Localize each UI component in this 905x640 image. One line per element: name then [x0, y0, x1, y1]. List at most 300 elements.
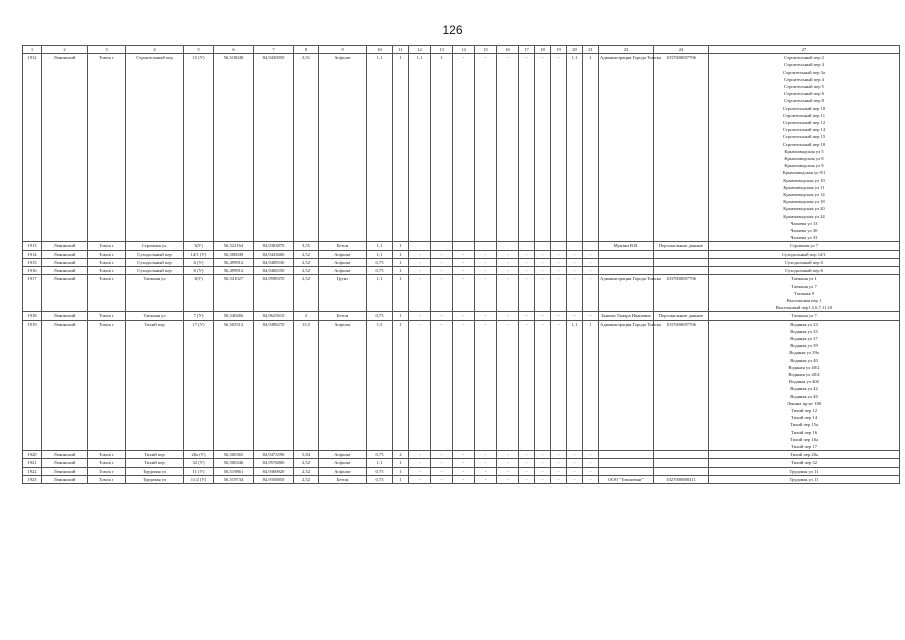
column-number-18: 18	[535, 46, 551, 54]
latitude-cell: 56,505512	[214, 320, 254, 451]
col-11-cell: 0,75	[367, 258, 393, 266]
col-18-cell: -	[519, 312, 535, 320]
address-line: Тихий пер 32	[790, 460, 818, 466]
col-14-cell	[431, 242, 453, 250]
address-line: Чапаева ул 33	[790, 235, 818, 241]
col-18-cell: -	[519, 275, 535, 312]
col-17-cell: -	[497, 451, 519, 459]
address-line: Водяная ул 39	[790, 343, 818, 349]
col-21-cell: -	[567, 312, 583, 320]
col-20-cell: -	[583, 267, 599, 275]
address-line: Водяная ул 40/4	[788, 371, 820, 377]
col-13-cell: -	[409, 451, 431, 459]
col-18-cell: -	[519, 320, 535, 451]
address-line: Водяная ул 37	[790, 335, 818, 341]
area-cell: 2,52	[294, 275, 319, 312]
col-21-cell: -	[567, 467, 583, 475]
col-15-cell: -	[453, 258, 475, 266]
address-line: Крымзаводская ул 20	[783, 206, 825, 212]
col-17-cell: -	[497, 275, 519, 312]
column-number-20: 20	[567, 46, 583, 54]
address-line: Строительный пер 2	[784, 55, 824, 61]
col-20-cell: -	[551, 459, 567, 467]
longitude-cell: 84,9576800	[254, 459, 294, 467]
col-20-cell: -	[551, 312, 567, 320]
owner-cell	[599, 459, 654, 467]
address-line: Выселковый пер1,5,6,7,11,10	[775, 305, 833, 311]
longitude-cell: 84,9443600	[254, 250, 294, 258]
col-20-cell: -	[551, 54, 567, 242]
latitude-cell: 56,519734	[214, 475, 254, 483]
address-line: Крымзаводская ул 8	[784, 156, 824, 162]
col-16-cell: -	[475, 459, 497, 467]
address-line: Тихий пер 16а	[789, 436, 819, 442]
street-cell: Тихий пер	[126, 320, 184, 451]
col-17-cell: -	[497, 54, 519, 242]
address-line: Строительный пер 18	[782, 141, 826, 147]
house-number-cell: 6 (У)	[184, 267, 214, 275]
address-line: Крымзаводская ул 24	[783, 213, 825, 219]
latitude-cell: 56,506346	[214, 459, 254, 467]
address-line: Строительный пер 5	[784, 84, 824, 90]
street-cell: Трудовая ул	[126, 475, 184, 483]
table-row	[23, 275, 900, 312]
ogrn-cell	[654, 258, 709, 266]
street-cell: Таежная ул	[126, 275, 184, 312]
col-11-cell: 0,75	[367, 451, 393, 459]
served-addresses-cell	[709, 267, 900, 275]
longitude-cell: 84,9408530	[254, 258, 294, 266]
col-19-cell	[535, 242, 551, 250]
city-cell: Томск г	[88, 467, 126, 475]
col-12-cell: 1	[393, 475, 409, 483]
street-cell: Стромная ул.	[126, 242, 184, 250]
col-20-cell	[583, 242, 599, 250]
owner-cell	[599, 451, 654, 459]
address-line: Крымзаводская ул 11	[783, 184, 825, 190]
col-21-cell: 1,1	[567, 320, 583, 451]
col-11-cell: 1,1	[367, 242, 393, 250]
col-14-cell: -	[431, 475, 453, 483]
house-number-cell: 32 (У)	[184, 459, 214, 467]
col-17-cell: -	[497, 467, 519, 475]
address-line: Суходольный пер 14/1	[782, 251, 826, 257]
col-19-cell: -	[535, 459, 551, 467]
address-line: Строительный пер 3а	[783, 69, 825, 75]
area-cell: 2,52	[294, 267, 319, 275]
ogrn-cell	[654, 267, 709, 275]
area-cell: 2,52	[294, 258, 319, 266]
served-addresses-cell	[709, 320, 900, 451]
col-20-cell: -	[583, 467, 599, 475]
col-13-cell: -	[409, 459, 431, 467]
col-21-cell: -	[567, 451, 583, 459]
col-14-cell: -	[431, 250, 453, 258]
address-line: Крымзаводская ул 9	[784, 163, 824, 169]
served-addresses-cell	[709, 467, 900, 475]
row-number-cell: 1918	[23, 312, 42, 320]
city-cell: Томск г	[88, 242, 126, 250]
address-line: Водяная ул 35	[790, 328, 818, 334]
district-cell: Ленинский	[42, 459, 88, 467]
address-line: Ленина пр-кт 180	[786, 400, 822, 406]
col-20-cell: -	[551, 250, 567, 258]
street-cell: Суходольный пер	[126, 267, 184, 275]
owner-cell: Администрация Города Томска	[599, 275, 654, 312]
column-number-17: 17	[519, 46, 535, 54]
ogrn-cell: Персональные данные	[654, 312, 709, 320]
col-13-cell	[409, 242, 431, 250]
address-line: Водяная ул 46	[790, 393, 818, 399]
street-cell: Суходольный пер	[126, 250, 184, 258]
table-row	[23, 320, 900, 451]
col-12-cell: 1	[393, 320, 409, 451]
column-number-14: 14	[453, 46, 475, 54]
district-cell: Ленинский	[42, 451, 88, 459]
col-17-cell: -	[497, 258, 519, 266]
surface-type-cell: Бетон	[319, 242, 367, 250]
col-11-cell: 0,75	[367, 267, 393, 275]
col-20-cell: -	[583, 312, 599, 320]
row-number-cell: 1922	[23, 467, 42, 475]
row-number-cell: 1914	[23, 250, 42, 258]
district-cell: Ленинский	[42, 267, 88, 275]
address-line: Тихий пер 20а	[789, 452, 819, 458]
table-row	[23, 475, 900, 483]
col-14-cell: -	[431, 451, 453, 459]
served-addresses-cell	[709, 312, 900, 320]
col-11-cell: 1,1	[367, 54, 393, 242]
area-cell: 3,51	[294, 54, 319, 242]
district-cell: Ленинский	[42, 467, 88, 475]
col-20-cell: -	[551, 267, 567, 275]
col-13-cell: -	[409, 312, 431, 320]
address-line: Строительный пер 15	[782, 134, 826, 140]
address-line: Строительный пер 6	[784, 91, 824, 97]
house-number-cell: 3(У)	[184, 242, 214, 250]
table-row	[23, 267, 900, 275]
col-18-cell: -	[519, 451, 535, 459]
col-14-cell: -	[431, 312, 453, 320]
col-17-cell	[497, 242, 519, 250]
district-cell: Ленинский	[42, 54, 88, 242]
owner-cell	[599, 250, 654, 258]
street-cell: Строительный пер	[126, 54, 184, 242]
column-number-21: 21	[583, 46, 599, 54]
longitude-cell: 84,9406550	[254, 267, 294, 275]
table-row	[23, 250, 900, 258]
col-16-cell: -	[475, 451, 497, 459]
col-13-cell: 1,1	[409, 54, 431, 242]
address-line: Выселковая пер 1	[786, 297, 822, 303]
city-cell: Томск г	[88, 475, 126, 483]
house-number-cell: 11 (У)	[184, 467, 214, 475]
column-number-12: 12	[409, 46, 431, 54]
area-cell: 15,5	[294, 320, 319, 451]
surface-type-cell: Асфальт	[319, 267, 367, 275]
owner-cell: Администрация Города Томска	[599, 320, 654, 451]
col-21-cell: -	[567, 267, 583, 275]
address-line: Строительный пер 4	[784, 62, 824, 68]
house-number-cell: 20а (У)	[184, 451, 214, 459]
address-line: Тихий пер 17	[790, 443, 818, 449]
served-addresses-cell	[709, 250, 900, 258]
col-14-cell: -	[431, 267, 453, 275]
col-19-cell: -	[535, 267, 551, 275]
address-line: Водяная ул 39а	[789, 350, 819, 356]
col-16-cell: -	[475, 275, 497, 312]
area-cell: 3,55	[294, 242, 319, 250]
longitude-cell: 84,9358850	[254, 475, 294, 483]
row-number-cell: 1917	[23, 275, 42, 312]
owner-cell	[599, 467, 654, 475]
longitude-cell: 84,9498270	[254, 320, 294, 451]
col-16-cell	[475, 242, 497, 250]
col-19-cell: -	[535, 275, 551, 312]
row-number-cell: 1919	[23, 320, 42, 451]
city-cell: Томск г	[88, 320, 126, 451]
col-18-cell: -	[519, 267, 535, 275]
address-line: Таежная 9	[794, 290, 814, 296]
col-11-cell: 1,5	[367, 320, 393, 451]
table-body	[23, 54, 900, 484]
district-cell: Ленинский	[42, 320, 88, 451]
surface-type-cell: Асфальт	[319, 54, 367, 242]
surface-type-cell: Асфальт	[319, 451, 367, 459]
row-number-cell: 1913	[23, 242, 42, 250]
col-20-cell: -	[583, 459, 599, 467]
owner-cell	[599, 258, 654, 266]
col-16-cell: -	[475, 312, 497, 320]
col-21-cell: -	[567, 275, 583, 312]
col-18-cell: -	[519, 475, 535, 483]
served-addresses-cell	[709, 459, 900, 467]
column-number-1: 1	[23, 46, 42, 54]
col-19-cell: -	[535, 451, 551, 459]
address-line: Таежная ул 7	[791, 283, 817, 289]
col-16-cell: -	[475, 250, 497, 258]
latitude-cell: 56,519861	[214, 467, 254, 475]
city-cell: Томск г	[88, 312, 126, 320]
served-addresses-cell	[709, 258, 900, 266]
col-17-cell: -	[497, 250, 519, 258]
col-14-cell: -	[431, 320, 453, 451]
page-number: 126	[442, 23, 463, 37]
address-line: Строительный пер 12	[782, 120, 826, 126]
served-addresses-cell	[709, 54, 900, 242]
col-13-cell: -	[409, 267, 431, 275]
col-15-cell: -	[453, 312, 475, 320]
served-addresses-cell	[709, 475, 900, 483]
area-cell: 2,52	[294, 475, 319, 483]
col-21-cell	[567, 242, 583, 250]
col-17-cell: -	[497, 475, 519, 483]
col-12-cell: 1	[393, 258, 409, 266]
area-cell: 5,84	[294, 451, 319, 459]
latitude-cell: 56,499912	[214, 267, 254, 275]
column-number-24: 24	[654, 46, 709, 54]
latitude-cell: 56,540266	[214, 312, 254, 320]
address-line: Суходольный пер 6	[785, 268, 823, 274]
col-12-cell: 1	[393, 242, 409, 250]
district-cell: Ленинский	[42, 475, 88, 483]
column-number-8: 8	[294, 46, 319, 54]
col-12-cell: 2	[393, 451, 409, 459]
house-number-cell: 14/1 (У)	[184, 250, 214, 258]
row-number-cell: 1920	[23, 451, 42, 459]
col-20-cell: -	[551, 451, 567, 459]
street-cell: Трудовая ул	[126, 467, 184, 475]
col-21-cell: -	[567, 250, 583, 258]
col-17-cell: -	[497, 320, 519, 451]
col-20-cell: -	[583, 475, 599, 483]
latitude-cell: 56,518048	[214, 54, 254, 242]
column-number-6: 6	[214, 46, 254, 54]
col-11-cell: 1,1	[367, 250, 393, 258]
district-cell: Ленинский	[42, 250, 88, 258]
registry-table	[22, 45, 900, 484]
col-16-cell: -	[475, 467, 497, 475]
col-12-cell: 1	[393, 275, 409, 312]
address-line: Строительный пер 14	[782, 127, 826, 133]
col-17-cell: -	[497, 312, 519, 320]
street-cell: Таежная ул	[126, 312, 184, 320]
surface-type-cell: Бетон	[319, 312, 367, 320]
col-21-cell: -	[567, 459, 583, 467]
address-line: Водяная ул 33	[790, 321, 818, 327]
col-19-cell: -	[535, 250, 551, 258]
ogrn-cell: 1037000087706	[654, 275, 709, 312]
col-15-cell: -	[453, 320, 475, 451]
surface-type-cell: Асфальт	[319, 459, 367, 467]
col-18-cell: -	[519, 54, 535, 242]
city-cell: Томск г	[88, 250, 126, 258]
address-line: Строительный пер 11	[782, 112, 826, 118]
col-20-cell: -	[551, 275, 567, 312]
col-21-cell: -	[567, 258, 583, 266]
col-11-cell: 0,75	[367, 312, 393, 320]
col-12-cell: 1	[393, 54, 409, 242]
col-20-cell: -	[583, 250, 599, 258]
col-19-cell: -	[535, 475, 551, 483]
ogrn-cell: Персональные данные	[654, 242, 709, 250]
column-number-5: 5	[184, 46, 214, 54]
col-17-cell: -	[497, 459, 519, 467]
col-20-cell: -	[551, 475, 567, 483]
house-number-cell: 6 (У)	[184, 258, 214, 266]
area-cell: 2,52	[294, 250, 319, 258]
address-line: Тихий пер 14	[790, 415, 818, 421]
col-19-cell: -	[535, 312, 551, 320]
col-18-cell: -	[519, 258, 535, 266]
col-14-cell: -	[431, 258, 453, 266]
street-cell: Суходольный пер	[126, 258, 184, 266]
table-row	[23, 451, 900, 459]
table-row	[23, 467, 900, 475]
column-number-13: 13	[431, 46, 453, 54]
col-17-cell: -	[497, 267, 519, 275]
surface-type-cell: Грунт	[319, 275, 367, 312]
surface-type-cell: Асфальт	[319, 250, 367, 258]
col-15-cell: -	[453, 250, 475, 258]
col-15-cell: -	[453, 475, 475, 483]
col-18-cell	[519, 242, 535, 250]
city-cell: Томск г	[88, 275, 126, 312]
col-11-cell: 0,75	[367, 467, 393, 475]
street-cell: Тихий пер	[126, 459, 184, 467]
address-line: Водяная ул 40б	[789, 379, 819, 385]
col-19-cell: -	[535, 320, 551, 451]
address-line: Строительный пер 8	[784, 98, 824, 104]
col-18-cell: -	[519, 459, 535, 467]
col-15-cell: -	[453, 54, 475, 242]
ogrn-cell	[654, 467, 709, 475]
col-20-cell: 1	[583, 320, 599, 451]
address-line: Таежная ул 1	[791, 276, 817, 282]
col-16-cell: -	[475, 320, 497, 451]
col-19-cell: -	[535, 54, 551, 242]
address-line: Крымзаводская ул 10	[783, 177, 825, 183]
address-line: Строительный пер 4	[784, 76, 824, 82]
col-13-cell: -	[409, 275, 431, 312]
row-number-cell: 1915	[23, 258, 42, 266]
column-number-15: 15	[475, 46, 497, 54]
row-number-cell: 1912	[23, 54, 42, 242]
col-12-cell: 1	[393, 459, 409, 467]
latitude-cell: 56,541027	[214, 275, 254, 312]
address-line: Крымзаводская ул 18	[783, 199, 825, 205]
address-line: Таежная ул 7	[791, 313, 817, 319]
col-14-cell: -	[431, 459, 453, 467]
owner-cell	[599, 267, 654, 275]
city-cell: Томск г	[88, 459, 126, 467]
col-12-cell: 1	[393, 467, 409, 475]
address-line: Чапаева ул 30	[790, 228, 818, 234]
col-14-cell: -	[431, 275, 453, 312]
ogrn-cell	[654, 250, 709, 258]
city-cell: Томск г	[88, 267, 126, 275]
col-16-cell: -	[475, 475, 497, 483]
col-20-cell: -	[551, 467, 567, 475]
col-18-cell: -	[519, 250, 535, 258]
col-20-cell: -	[583, 451, 599, 459]
address-line: Суходольный пер 6	[785, 259, 823, 265]
col-16-cell: -	[475, 258, 497, 266]
address-line: Водяная ул 40	[790, 357, 818, 363]
ogrn-cell	[654, 451, 709, 459]
served-addresses-cell	[709, 242, 900, 250]
col-11-cell: 1,1	[367, 459, 393, 467]
house-number-cell: 17 (У)	[184, 320, 214, 451]
address-line: Крымзаводская ул 9/1	[782, 170, 826, 176]
column-number-7: 7	[254, 46, 294, 54]
address-line: Тихий пер 12	[790, 407, 818, 413]
col-20-cell: -	[551, 320, 567, 451]
col-20-cell: -	[583, 258, 599, 266]
address-line: Трудовая ул 11	[789, 476, 819, 482]
column-number-27: 27	[709, 46, 900, 54]
city-cell: Томск г	[88, 54, 126, 242]
col-16-cell: -	[475, 54, 497, 242]
col-15-cell	[453, 242, 475, 250]
house-number-cell: 11/2 (У)	[184, 475, 214, 483]
served-addresses-cell	[709, 451, 900, 459]
column-number-4: 4	[126, 46, 184, 54]
latitude-cell: 56,500049	[214, 250, 254, 258]
district-cell: Ленинский	[42, 275, 88, 312]
surface-type-cell: Асфальт	[319, 467, 367, 475]
col-20-cell: -	[583, 275, 599, 312]
